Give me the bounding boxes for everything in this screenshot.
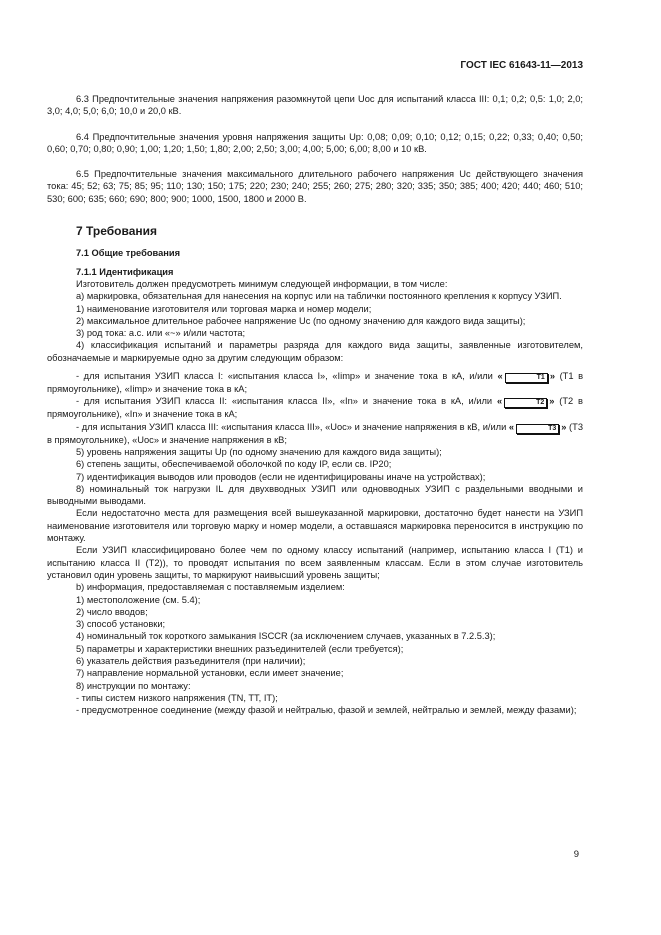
item-b7: 7) направление нормальной установки, если имеет значение; bbox=[76, 668, 344, 679]
class-3-marking bbox=[47, 421, 583, 446]
item-b8: 8) инструкции по монтажу: bbox=[76, 680, 191, 691]
para-6-5: 6.5 Предпочтительные значения максимального длительного рабочего напряжения Uc действующего значения тока: 45; 52; 63; 75; 85; 95; 110; 130; 150; 175; 220; 230; 240; 255; 260; 275; 280; 320; 335; 350; 385; 400; 420; 440; 460; 510; 530; 600; 635; 660; 690; 800; 900; 1000, 1500, 1800 и 2000 В. bbox=[47, 169, 583, 204]
t2-marker: « T2 » bbox=[496, 396, 555, 407]
item-a2: 2) максимальное длительное рабочее напряжение Uc (по одному значению для каждого вида защиты); bbox=[76, 315, 526, 326]
document-code: ГОСТ IEC 61643-11—2013 bbox=[460, 60, 583, 71]
item-a6: 6) степень защиты, обеспечиваемой оболочкой по коду IP, если св. IP20; bbox=[76, 459, 392, 470]
class-2-marking bbox=[47, 395, 583, 420]
class-3-text-a: - для испытания УЗИП класса III: «испытания класса III», «Uoc» и значение напряжения в кВ, и/или bbox=[76, 421, 507, 432]
t3-marker: « T3 » bbox=[508, 421, 567, 432]
item-b8b: - предусмотренное соединение (между фазой и нейтралью, фазой и землей, нейтралью и землей, между фазами); bbox=[76, 705, 577, 716]
item-a8: 8) номинальный ток нагрузки IL для двухвводных УЗИП или одновводных УЗИП с раздельными вводными и выводными выводами. bbox=[47, 483, 583, 507]
item-b8a: - типы систем низкого напряжения (TN, TT, IT); bbox=[76, 692, 278, 703]
item-a5: 5) уровень напряжения защиты Up (по одному значению для каждого вида защиты); bbox=[76, 446, 442, 457]
item-b2: 2) число вводов; bbox=[76, 606, 148, 617]
para-6-4: 6.4 Предпочтительные значения уровня напряжения защиты Up: 0,08; 0,09; 0,10; 0,12; 0,15; 0,22; 0,33; 0,40; 0,50; 0,60; 0,70; 0,80; 0,90; 1,00; 1,20; 1,50; 1,80; 2,00; 2,50; 3,00; 4,00; 5,00; 6,00; 8,00 и 10 кВ. bbox=[47, 131, 583, 154]
class-1-text-a: - для испытания УЗИП класса I: «испытания класса I», «Iimp» и значение тока в кА, и/или bbox=[76, 371, 493, 382]
t3-box-icon: T3 bbox=[516, 424, 559, 434]
subsection-7-1-title: 7.1 Общие требования bbox=[76, 248, 181, 259]
item-a3: 3) род тока: a.c. или «~» и/или частота; bbox=[76, 328, 246, 339]
t2-box-icon: T2 bbox=[504, 398, 547, 408]
item-a1: 1) наименование изготовителя или торговая марка и номер модели; bbox=[76, 303, 372, 314]
item-b6: 6) указатель действия разъединителя (при наличии); bbox=[76, 655, 306, 666]
para-class: Если УЗИП классифицировано более чем по одному классу испытаний (например, испытанию класса I (Т1) и испытанию класса II (Т2)), то проводят испытания по всем заявленным классам. Если в этом случае изготовитель установил один уровень защиты, то маркируют наивысший уровень защиты; bbox=[47, 545, 583, 580]
para-space: Если недостаточно места для размещения всей вышеуказанной маркировки, достаточно будет нанести на УЗИП наименование изготовителя или торговую марку и номер модели, а оставшаяся маркировка переносится в инструкцию по монтажу. bbox=[47, 508, 583, 544]
item-a: а) маркировка, обязательная для нанесения на корпус или на таблички постоянного крепления к корпусу УЗИП. bbox=[76, 291, 562, 302]
item-a4: 4) классификация испытаний и параметры разряда для каждого вида защиты, заявленные изготовителем, обозначаемые и маркируемые одно за другим следующим образом: bbox=[47, 340, 583, 363]
document-body bbox=[47, 93, 583, 716]
item-b4: 4) номинальный ток короткого замыкания ISCCR (за исключением случаев, указанных в 7.2.5.3); bbox=[76, 631, 496, 642]
section-7-title: 7 Требования bbox=[76, 224, 157, 239]
intro-line: Изготовитель должен предусмотреть минимум следующей информации, в том числе: bbox=[76, 278, 448, 289]
page-number: 9 bbox=[573, 849, 579, 860]
class-2-text-a: - для испытания УЗИП класса II: «испытания класса II», «In» и значение тока в кА, и/или bbox=[76, 396, 493, 407]
class-3-text-b: (Т3 в прямоугольнике), «Uoc» и значение напряжения в кВ; bbox=[47, 421, 583, 445]
class-1-marking bbox=[47, 370, 583, 395]
item-a7: 7) идентификация выводов или проводов (если не идентифицированы иначе на устройствах); bbox=[76, 471, 486, 482]
item-b: b) информация, предоставляемая с поставляемым изделием: bbox=[76, 582, 345, 593]
class-2-text-b: (Т2 в прямоугольнике), «In» и значение тока в кА; bbox=[47, 396, 583, 420]
item-b5: 5) параметры и характеристики внешних разъединителей (если требуется); bbox=[76, 643, 404, 654]
item-b1: 1) местоположение (см. 5.4); bbox=[76, 594, 201, 605]
t1-marker: « T1 » bbox=[497, 371, 555, 382]
para-6-3: 6.3 Предпочтительные значения напряжения разомкнутой цепи Uoc для испытаний класса III: 0,1; 0,2; 0,5: 1,0; 2,0; 3,0; 4,0; 5,0; 6,0; 10,0 и 20,0 кВ. bbox=[47, 94, 583, 117]
subsection-7-1-1-title: 7.1.1 Идентификация bbox=[76, 266, 174, 277]
item-b3: 3) способ установки; bbox=[76, 619, 166, 630]
class-1-text-b: (Т1 в прямоугольнике), «Iimp» и значение тока в кА; bbox=[47, 371, 584, 395]
t1-box-icon: T1 bbox=[505, 373, 548, 383]
